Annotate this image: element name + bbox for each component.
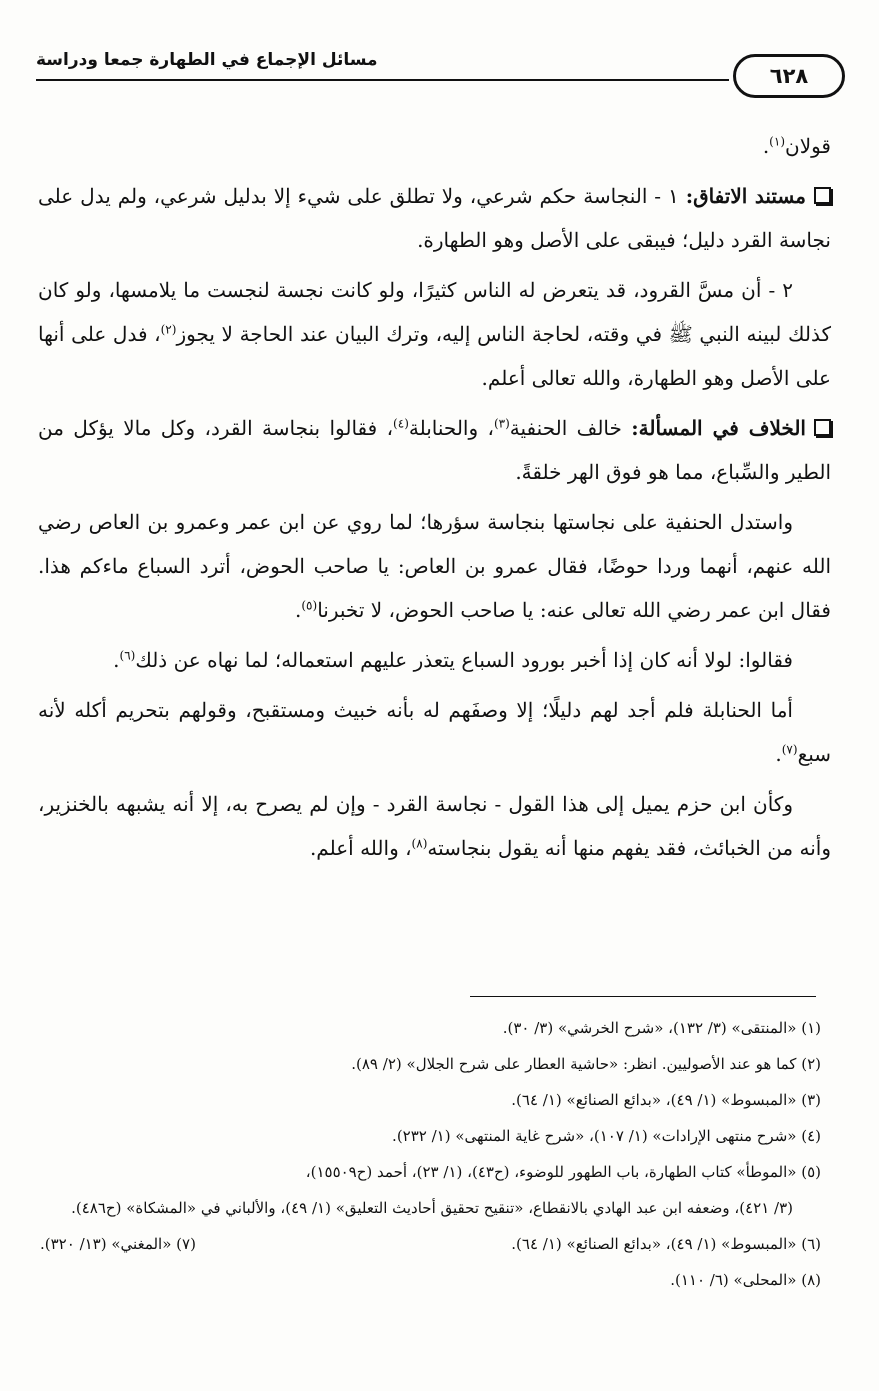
page-number: ٦٢٨ [733, 54, 845, 98]
paragraph-2: ٢ - أن مسَّ القرود، قد يتعرض له الناس كثيرًا، ولو كانت نجسة لنجست ما يلامسها، ولو كان كذلك لبينه النبي ﷺ في وقته، لحاجة الناس إليه، وترك البيان عند الحاجة لا يجوز$^{(٢)}$، فدل على أنها على الأصل وهو الطهارة، والله تعالى أعلم. [38, 278, 831, 390]
footnote-3: (٣) «المبسوط» (١/ ٤٩)، «بدائع الصنائع» (١/ ٦٤). [511, 1091, 821, 1109]
square-bullet-icon [814, 187, 831, 204]
footnote-ref: (٣) [493, 416, 510, 431]
page-header [36, 44, 849, 108]
footnote-ref: (٦) [119, 648, 136, 663]
footnote-8: (٨) «المحلى» (٦/ ١١٠). [670, 1271, 821, 1289]
running-title: مسائل الإجماع في الطهارة جمعا ودراسة [36, 50, 378, 70]
footnote-ref: (٢) [160, 322, 177, 337]
footnote-2: (٢) كما هو عند الأصوليين. انظر: «حاشية العطار على شرح الجلال» (٢/ ٨٩). [351, 1055, 821, 1073]
paragraph-5: فقالوا: لولا أنه كان إذا أخبر بورود السباع يتعذر عليهم استعماله؛ لما نهاه عن ذلك$^{(٦)}$. [113, 648, 793, 672]
paragraph-7: وكأن ابن حزم يميل إلى هذا القول - نجاسة القرد - وإن لم يصرح به، إلا أنه يشبهه بالخنزير، وأنه من الخبائث، فقد يفهم منها أنه يقول بنجاسته$^{(٨)}$، والله أعلم. [38, 792, 831, 860]
footnote-ref: (١) [769, 134, 785, 149]
footnote-5-continued: (٣/ ٤٢١)، وضعفه ابن عبد الهادي بالانقطاع، «تنقيح تحقيق أحاديث التعليق» (١/ ٤٩)، والألباني في «المشكاة» (ح٤٨٦). [71, 1199, 793, 1217]
paragraph-0: قولان$^{(١)}$. [762, 134, 831, 158]
paragraph-disagreement: الخلاف في المسألة: خالف الحنفية$^{(٣)}$، والحنابلة$^{(٤)}$، فقالوا بنجاسة القرد، وكل مالا يؤكل من الطير والسِّباع، مما هو فوق الهر خلقةً. [38, 416, 831, 484]
footnote-ref: (٨) [411, 836, 428, 851]
footnote-4: (٤) «شرح منتهى الإرادات» (١/ ١٠٧)، «شرح غاية المنتهى» (١/ ٢٣٢). [392, 1127, 821, 1145]
footnote-separator [470, 996, 816, 997]
footnote-ref: (٥) [301, 598, 318, 613]
footnotes [40, 1010, 821, 1298]
footnote-row [40, 1226, 821, 1262]
header-rule [36, 79, 729, 81]
footnote-ref: (٧) [781, 742, 798, 757]
paragraph-6: أما الحنابلة فلم أجد لهم دليلًا؛ إلا وصفَهم له بأنه خبيث ومستقبح، وقولهم بتحريم أكله لأنه سبع$^{(٧)}$. [38, 698, 831, 766]
paragraph-consensus-basis: مستند الاتفاق: ١ - النجاسة حكم شرعي، ولا تطلق على شيء إلا بدليل شرعي، ولم يدل على نجاسة القرد دليل؛ فيبقى على الأصل وهو الطهارة. [38, 184, 831, 252]
footnote-1: (١) «المنتقى» (٣/ ١٣٢)، «شرح الخرشي» (٣/ ٣٠). [502, 1019, 821, 1037]
footnote-5: (٥) «الموطأ» كتاب الطهارة، باب الطهور للوضوء، (ح٤٣)، (١/ ٢٣)، أحمد (ح١٥٥٠٩)، [305, 1163, 821, 1181]
section-label: مستند الاتفاق: [685, 184, 806, 208]
footnote-ref: (٤) [393, 416, 409, 431]
footnote-7: (٧) «المغني» (١٣/ ٣٢٠). [40, 1235, 196, 1253]
paragraph-4: واستدل الحنفية على نجاستها بنجاسة سؤرها؛ لما روي عن ابن عمر وعمرو بن العاص رضي الله عنهم، أنهما وردا حوضًا، فقال عمرو بن العاص: يا صاحب الحوض، أترد السباع ماءكم هذا. فقال ابن عمر رضي الله تعالى عنه: يا صاحب الحوض، لا تخبرنا$^{(٥)}$. [38, 510, 831, 622]
section-label: الخلاف في المسألة: [631, 416, 806, 440]
square-bullet-icon [814, 419, 831, 436]
footnote-6: (٦) «المبسوط» (١/ ٤٩)، «بدائع الصنائع» (١/ ٦٤). [511, 1235, 821, 1253]
main-text [38, 124, 831, 876]
